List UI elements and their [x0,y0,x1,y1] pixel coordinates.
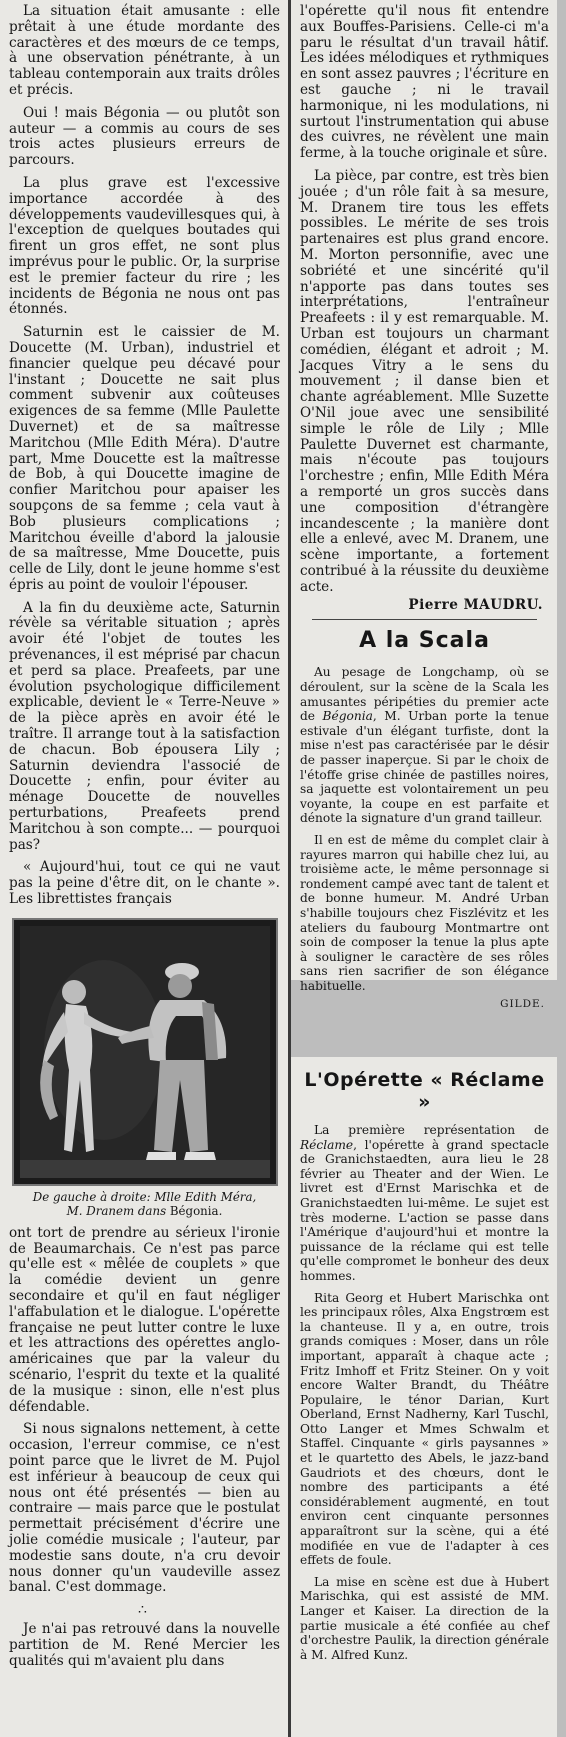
operetta-title: Réclame [300,1137,354,1152]
article-paragraph: La situation était amusante : elle prêtait à une étude mordante des caractères et des mœurs de ce temps, à une observation pénétrante, à un tableau contemporain aux traits drôles et précis. [9,3,280,98]
right-column [291,0,557,1010]
caption-line: M. Dranem dans [66,1203,170,1218]
scala-article [300,665,549,993]
caption-line: De gauche à droite: Mlle Edith Méra, [32,1189,257,1204]
photo-caption [9,1190,280,1218]
text-run: Au pesage de Longchamp, où se déroulent, sur la scène de la Scala les amusantes péripéties du premier acte de [300,665,549,724]
article-paragraph: La pièce, par contre, est très bien jouée ; d'un rôle fait à sa mesure, M. Dranem tire tous les effets possibles. Le mérite de ses trois partenaires est plus grand encore. M. Morton personnifie, avec une sobriété et une sincérité qu'il n'apporte pas dans toutes ses interprétations, l'entraîneur Preafeets : il y est remarquable. M. Urban est toujours un charmant comédien, élégant et adroit ; M. Jacques Vitry a le sens du mouvement ; il danse bien et chante agréablement. Mlle Suzette O'Nil joue avec une sensibilité simple le rôle de Lily ; Mlle Paulette Duvernet est charmante, mais n'écoute pas toujours l'orchestre ; enfin, Mlle Edith Méra a remporté un gros succès dans une composition d'étrangère incandescente ; la manière dont elle a enlevé, avec M. Dranem, une scène importante, a fortement contribué à la réussite du deuxième acte. [300,167,549,595]
text-run: La première représentation de [314,1123,549,1137]
scala-signature: GILDE. [500,997,545,1010]
caption-end: . [218,1203,223,1218]
article-paragraph: La mise en scène est due à Hubert Marischka, qui est assisté de MM. Langer et Kaiser. La direction de la partie musicale a été confiée au chef d'orchestre Paulik, la direction générale à M. Alfred Kunz. [300,1574,549,1662]
article-paragraph: l'opérette qu'il nous fit entendre aux Bouffes-Parisiens. Celle-ci m'a paru le résultat d'un travail hâtif. Les idées mélodiques et rythmiques en sont assez pauvres ; l'écriture en est gauche ; ni le travail harmonique, ni les modulations, ni surtout l'instrumentation qui abuse des cuivres, ne révèlent une main ferme, à la touche originale et sûre. [300,3,549,162]
article-paragraph: Rita Georg et Hubert Marischka ont les principaux rôles, Alxa Engstrœm est la chanteuse. Il y a, en outre, trois grands comiques : Moser, dans un rôle important, apparaît à chaque acte ; Fritz Imhoff et Fritz Steiner. On y voit encore Walter Brandt, du Théâtre Populaire, le ténor Darian, Kurt Oberland, Ernst Nadherny, Karl Tuschl, Otto Langer et Mmes Schwalm et Staffel. Cinquante « girls paysannes » et le quartetto des Abels, le jazz-band Gaudriots et des chœurs, dont le nombre des participants a été considérablement augmenté, en tout environ cent cinquante personnes apparaîtront sur la scène, qui a été modifiée en vue de l'adapter à ces effets de foule. [300,1290,549,1568]
article-paragraph: Je n'ai pas retrouvé dans la nouvelle partition de M. René Mercier les qualités qui m'avaient plu dans [9,1621,280,1669]
article-paragraph: Oui ! mais Bégonia — ou plutôt son auteur — a commis au cours de ses trois actes plusieurs erreurs de parcours. [9,104,280,169]
section-divider [312,619,537,620]
caption-title: Bégonia [169,1203,219,1218]
article-paragraph [300,1123,549,1284]
section-ornament: ∴ [138,1602,151,1619]
section-title-scala: A la Scala [359,628,490,654]
text-run: , l'opérette à grand spectacle de Granichstaedten, aura lieu le 28 février au Theater and der Wien. Le livret est d'Ernst Marischka et de Granichstaedten lui-même. Le sujet est très moderne. L'action se passe dans l'Amérique d'aujourd'hui et montre la puissance de la réclame qui est telle qu'elle compromet le bonheur des deux hommes. [300,1137,549,1283]
article-paragraph: Il en est de même du complet clair à rayures marron qui habille chez lui, au troisième acte, le même personnage si rondement campé avec tant de talent et de bonne humeur. M. André Urban s'habille toujours chez Fiszlévitz et les ateliers du faubourg Montmartre ont soin de composer la tenue la plus apte à souligner le caractère de ses rôles sans rien sacrifier de son élégance habituelle. [300,833,549,993]
text-run: , M. Urban porte la tenue estivale d'un élégant turfiste, dont la mise n'est pas caractérisée par le désir de passer inaperçue. Si par le choix de l'étoffe grise chinée de pastilles noires, sa jaquette est volontairement un peu voyante, la coupe en est parfaite et dénote la signature d'un grand tailleur. [300,709,550,826]
play-title: Bégonia [322,709,373,724]
reclame-article [300,1123,549,1662]
performers-photo [12,918,278,1186]
right-column-bottom [291,1057,557,1737]
article-paragraph: Saturnin est le caissier de M. Doucette (M. Urban), industriel et financier quelque peu décavé pour l'instant ; Doucette ne sait plus comment subvenir aux coûteuses exigences de sa femme (Mlle Paulette Duvernet) et de sa maîtresse Maritchou (Mlle Edith Méra). D'autre part, Mme Doucette est la maîtresse de Bob, à qui Doucette imagine de confier Maritchou pour apaiser les soupçons de sa femme ; cela vaut à Bob plusieurs complications ; Maritchou éveille d'abord la jalousie de sa maîtresse, Mme Doucette, puis celle de Lily, dont le jeune homme s'est épris au point de vouloir l'épouser. [9,324,280,593]
photo-block [9,918,280,1218]
article-paragraph [300,665,549,826]
article-paragraph: Si nous signalons nettement, à cette occasion, l'erreur commise, ce n'est point parce que le livret de M. Pujol est inférieur à beaucoup de ceux qui nous ont été présentés — bien au contraire — mais parce que le postulat permettait précisément d'écrire une jolie comédie musicale ; l'auteur, par modestie sans doute, n'a cru devoir nous donner qu'un vaudeville assez banal. C'est dommage. [9,1421,280,1596]
article-paragraph: A la fin du deuxième acte, Saturnin révèle sa véritable situation ; après avoir été l'objet de toutes les prévenances, il est méprisé par chacun et perd sa place. Preafeets, par une évolution psychologique difficilement explicable, devient le « Terre-Neuve » de la pièce après en avoir été le traître. Il arrange tout à la satisfaction de chacun. Bob épousera Lily ; Saturnin deviendra l'associé de Doucette ; enfin, pour éviter au ménage Doucette de nouvelles perturbations, Preafeets prend Maritchou à son compte... — pourquoi pas? [9,599,280,853]
article-paragraph: La plus grave est l'excessive importance accordée à des développements vaudevillesques qui, à l'exception de quelques boutades qui firent un gros effet, ne sont plus imprévus pour le public. Or, la surprise est le premier facteur du rire ; les incidents de Bégonia ne nous ont pas étonnés. [9,174,280,318]
article-paragraph: « Aujourd'hui, tout ce qui ne vaut pas la peine d'être dit, on le chante ». Les librettistes français [9,859,280,908]
article-paragraph: ont tort de prendre au sérieux l'ironie de Beaumarchais. Ce n'est pas parce qu'elle est « mêlée de couplets » que la comédie devient un genre secondaire et qu'il en faut négliger l'affabulation et le dialogue. L'opérette française ne peut lutter contre le luxe et les attractions des opérettes anglo-américaines que par la valeur du scénario, l'esprit du texte et la qualité de la musique : sinon, elle n'est plus défendable. [9,1224,280,1415]
section-title-reclame: L'Opérette « Réclame » [304,1069,545,1113]
author-signature: Pierre MAUDRU. [408,597,543,614]
